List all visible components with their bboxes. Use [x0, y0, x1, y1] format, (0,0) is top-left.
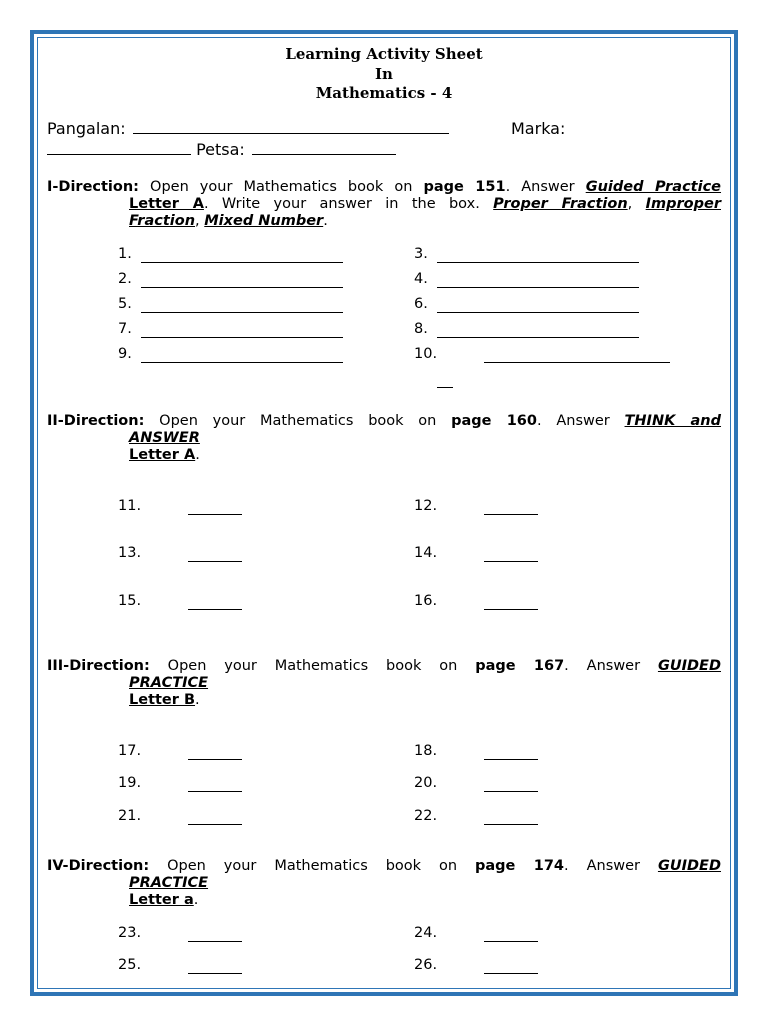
- direction-4-heading: IV-Direction:: [47, 858, 150, 874]
- answer-blank[interactable]: [141, 312, 343, 313]
- answer-blank[interactable]: [484, 941, 538, 942]
- item-label: 26.: [414, 957, 438, 973]
- answer-blank[interactable]: [188, 791, 242, 792]
- answer-blank[interactable]: [188, 609, 242, 610]
- direction-3: III-Direction: Open your Mathematics book on page 167. Answer GUIDED PRACTICE Letter B.: [47, 658, 721, 708]
- direction-2-heading: II-Direction:: [47, 413, 145, 429]
- answer-blank[interactable]: [188, 759, 242, 760]
- item-label: 22.: [414, 808, 438, 824]
- sheet-subject: Mathematics - 4: [315, 84, 453, 102]
- item-label: 9.: [118, 346, 132, 362]
- sheet-subtitle-in: In: [375, 65, 393, 83]
- item-label: 3.: [414, 246, 428, 262]
- item-label: 23.: [118, 925, 142, 941]
- item-label: 12.: [414, 498, 438, 514]
- item-label: 8.: [414, 321, 428, 337]
- answer-blank[interactable]: [437, 262, 639, 263]
- item-label: 21.: [118, 808, 142, 824]
- item-label: 4.: [414, 271, 428, 287]
- answer-blank[interactable]: [188, 561, 242, 562]
- item-label: 14.: [414, 545, 438, 561]
- item-label: 13.: [118, 545, 142, 561]
- direction-1-heading: I-Direction:: [47, 179, 139, 195]
- answer-blank[interactable]: [484, 824, 538, 825]
- item-label: 5.: [118, 296, 132, 312]
- item-label: 20.: [414, 775, 438, 791]
- direction-2: II-Direction: Open your Mathematics book on page 160. Answer THINK and ANSWER Letter A.: [47, 413, 722, 463]
- answer-blank[interactable]: [484, 362, 670, 363]
- item-label: 16.: [414, 593, 438, 609]
- answer-blank[interactable]: [484, 609, 538, 610]
- item-label: 17.: [118, 743, 142, 759]
- answer-blank[interactable]: [437, 312, 639, 313]
- answer-blank[interactable]: [484, 514, 538, 515]
- name-field-row: [47, 120, 449, 137]
- answer-blank[interactable]: [437, 337, 639, 338]
- answer-blank[interactable]: [484, 791, 538, 792]
- answer-blank[interactable]: [141, 362, 343, 363]
- answer-blank[interactable]: [141, 287, 343, 288]
- answer-blank[interactable]: [141, 262, 343, 263]
- answer-blank[interactable]: [484, 759, 538, 760]
- item-label: 24.: [414, 925, 438, 941]
- answer-blank[interactable]: [188, 941, 242, 942]
- name-blank[interactable]: [133, 133, 449, 134]
- date-label: Petsa:: [196, 140, 245, 159]
- item-label: 15.: [118, 593, 142, 609]
- item-label: 11.: [118, 498, 142, 514]
- answer-blank[interactable]: [437, 287, 639, 288]
- direction-4: IV-Direction: Open your Mathematics book on page 174. Answer GUIDED PRACTICE Letter a.: [47, 858, 721, 908]
- score-blank[interactable]: [47, 154, 191, 155]
- guided-practice-ref: Guided Practice: [585, 179, 722, 195]
- answer-blank[interactable]: [188, 514, 242, 515]
- date-field-row: [47, 141, 396, 158]
- stray-underline: [437, 387, 453, 388]
- item-label: 25.: [118, 957, 142, 973]
- answer-blank[interactable]: [484, 561, 538, 562]
- answer-blank[interactable]: [141, 337, 343, 338]
- score-label: Marka:: [511, 119, 566, 138]
- item-label: 10.: [414, 346, 438, 362]
- date-blank[interactable]: [252, 154, 396, 155]
- item-label: 19.: [118, 775, 142, 791]
- direction-3-heading: III-Direction:: [47, 658, 150, 674]
- item-label: 18.: [414, 743, 438, 759]
- item-label: 1.: [118, 246, 132, 262]
- sheet-title: Learning Activity Sheet: [285, 45, 483, 63]
- answer-blank[interactable]: [484, 973, 538, 974]
- direction-1: I-Direction: Open your Mathematics book on page 151. Answer Guided Practice Letter A. Write your answer in the box. Proper Fraction, Improper Fraction, Mixed Number.: [47, 179, 722, 229]
- answer-blank[interactable]: [188, 824, 242, 825]
- item-label: 7.: [118, 321, 132, 337]
- item-label: 2.: [118, 271, 132, 287]
- name-label: Pangalan:: [47, 119, 126, 138]
- item-label: 6.: [414, 296, 428, 312]
- answer-blank[interactable]: [188, 973, 242, 974]
